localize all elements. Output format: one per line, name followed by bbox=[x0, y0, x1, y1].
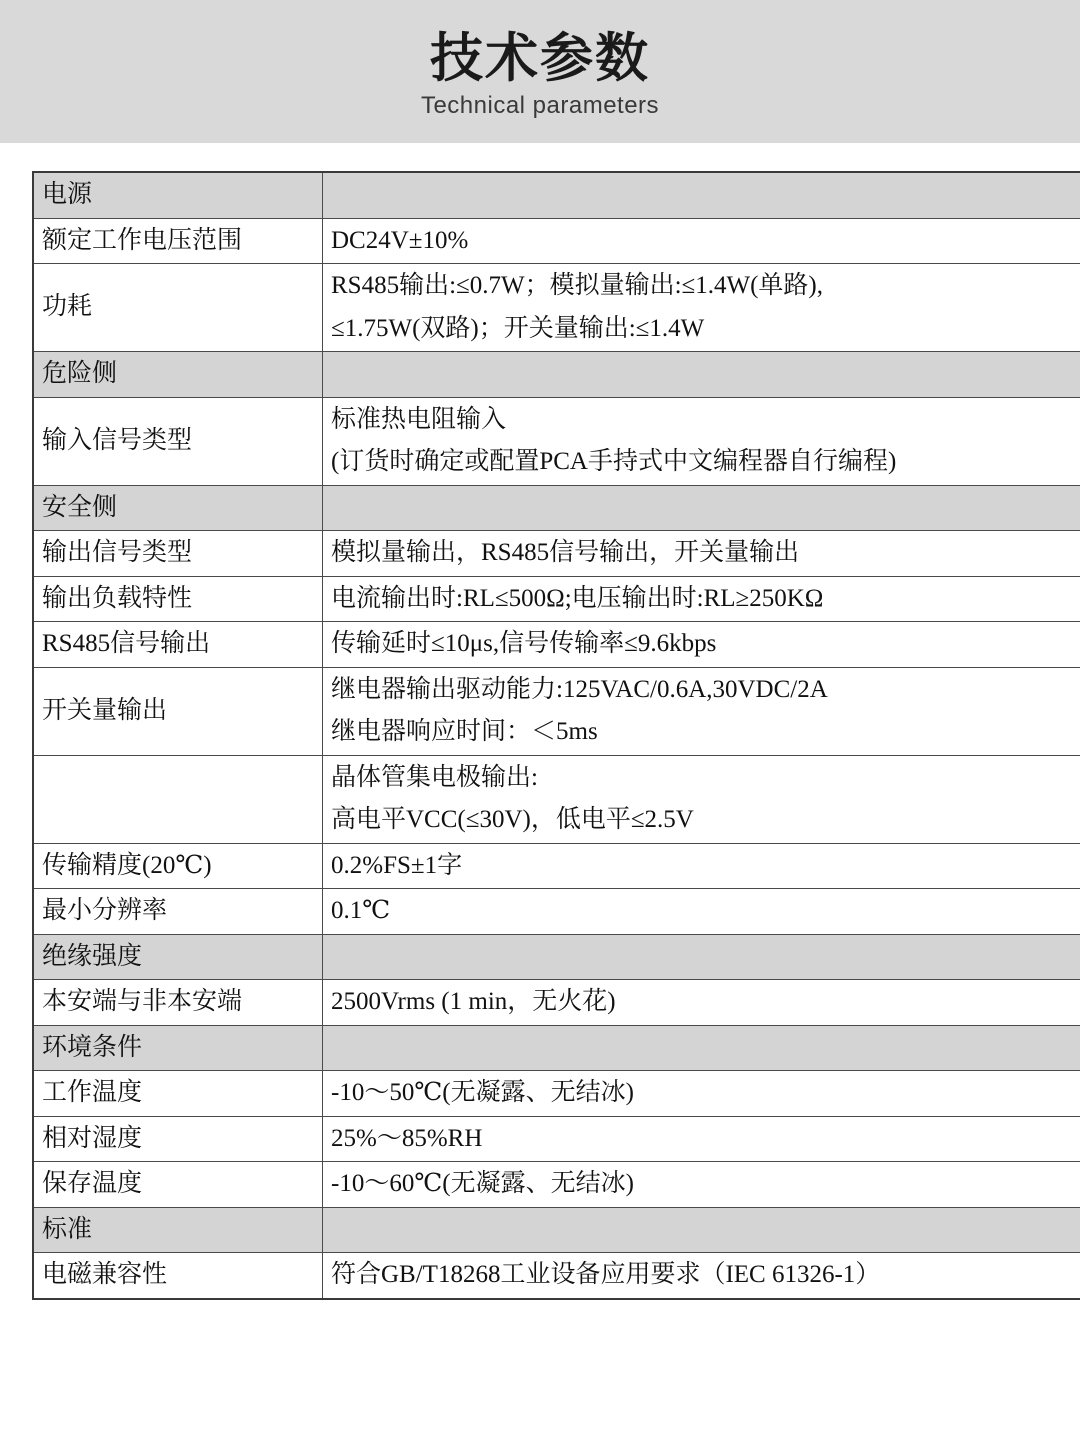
parameter-value-line: -10～60℃(无凝露、无结冰) bbox=[331, 1170, 634, 1197]
parameter-value-line: 模拟量输出，RS485信号输出，开关量输出 bbox=[331, 539, 800, 566]
parameter-value bbox=[323, 1025, 1080, 1071]
parameter-value-line: 传输延时≤10μs,信号传输率≤9.6kbps bbox=[331, 630, 717, 657]
technical-parameters-table bbox=[32, 171, 1080, 1300]
parameter-label: 标准 bbox=[33, 1207, 323, 1253]
table-section-row bbox=[33, 934, 1080, 980]
parameter-value-line: 高电平VCC(≤30V)，低电平≤2.5V bbox=[331, 806, 694, 833]
parameter-label: RS485信号输出 bbox=[33, 622, 323, 668]
parameter-label: 输入信号类型 bbox=[33, 397, 323, 485]
parameter-value bbox=[323, 576, 1080, 622]
specification-section bbox=[0, 143, 1080, 1300]
parameter-value-line: -10～50℃(无凝露、无结冰) bbox=[331, 1079, 634, 1106]
parameter-value-line: 25%～85%RH bbox=[331, 1124, 483, 1152]
table-row bbox=[33, 843, 1080, 889]
parameter-label: 工作温度 bbox=[33, 1071, 323, 1117]
parameter-value bbox=[323, 934, 1080, 980]
parameter-label: 开关量输出 bbox=[33, 667, 323, 755]
parameter-value-line: 0.2%FS±1字 bbox=[331, 851, 463, 879]
parameter-value bbox=[323, 1116, 1080, 1162]
table-section-row bbox=[33, 485, 1080, 531]
parameter-value-line: (订货时确定或配置PCA手持式中文编程器自行编程) bbox=[331, 448, 897, 475]
parameter-label: 最小分辨率 bbox=[33, 889, 323, 935]
table-row bbox=[33, 1253, 1080, 1299]
parameter-label: 危险侧 bbox=[33, 352, 323, 398]
parameter-label: 环境条件 bbox=[33, 1025, 323, 1071]
table-row bbox=[33, 1162, 1080, 1208]
table-row bbox=[33, 980, 1080, 1026]
parameter-value bbox=[323, 755, 1080, 843]
parameter-value bbox=[323, 397, 1080, 485]
table-section-row bbox=[33, 352, 1080, 398]
parameter-label: 安全侧 bbox=[33, 485, 323, 531]
parameter-value bbox=[323, 667, 1080, 755]
parameter-value bbox=[323, 264, 1080, 352]
parameter-value-line: 继电器响应时间：＜5ms bbox=[331, 718, 598, 745]
table-row bbox=[33, 531, 1080, 577]
parameter-value-line: 0.1℃ bbox=[331, 897, 391, 924]
parameter-value-line: 晶体管集电极输出: bbox=[331, 763, 538, 791]
parameter-value-line: 电流输出时:RL≤500Ω;电压输出时:RL≥250KΩ bbox=[331, 584, 824, 612]
page-subtitle: Technical parameters bbox=[420, 91, 660, 119]
parameter-label: 相对湿度 bbox=[33, 1116, 323, 1162]
table-section-row bbox=[33, 172, 1080, 218]
parameter-value bbox=[323, 1207, 1080, 1253]
parameter-value bbox=[323, 1071, 1080, 1117]
parameter-value-line: RS485输出:≤0.7W；模拟量输出:≤1.4W(单路), bbox=[331, 272, 824, 299]
table-section-row bbox=[33, 1207, 1080, 1253]
parameter-value bbox=[323, 1253, 1080, 1299]
table-row bbox=[33, 397, 1080, 485]
page-header bbox=[0, 0, 1080, 143]
parameter-value bbox=[323, 172, 1080, 218]
parameter-value bbox=[323, 1162, 1080, 1208]
table-row bbox=[33, 622, 1080, 668]
parameter-value bbox=[323, 352, 1080, 398]
table-row bbox=[33, 667, 1080, 755]
table-body bbox=[33, 172, 1080, 1299]
parameter-label: 电磁兼容性 bbox=[33, 1253, 323, 1299]
parameter-value-line: 标准热电阻输入 bbox=[331, 405, 507, 433]
parameter-label: 保存温度 bbox=[33, 1162, 323, 1208]
table-row bbox=[33, 1071, 1080, 1117]
parameter-value-line: 符合GB/T18268工业设备应用要求（IEC 61326-1） bbox=[331, 1261, 881, 1288]
parameter-value bbox=[323, 531, 1080, 577]
parameter-value bbox=[323, 622, 1080, 668]
table-section-row bbox=[33, 1025, 1080, 1071]
parameter-label: 额定工作电压范围 bbox=[33, 218, 323, 264]
parameter-label: 绝缘强度 bbox=[33, 934, 323, 980]
parameter-value bbox=[323, 843, 1080, 889]
parameter-label: 本安端与非本安端 bbox=[33, 980, 323, 1026]
table-row bbox=[33, 264, 1080, 352]
parameter-value-line: 2500Vrms (1 min，无火花) bbox=[331, 988, 616, 1015]
parameter-value-line: 继电器输出驱动能力:125VAC/0.6A,30VDC/2A bbox=[331, 675, 828, 703]
parameter-value-line: DC24V±10% bbox=[331, 226, 469, 254]
parameter-label: 输出负载特性 bbox=[33, 576, 323, 622]
page-title: 技术参数 bbox=[430, 29, 650, 89]
table-row bbox=[33, 1116, 1080, 1162]
parameter-label: 功耗 bbox=[33, 264, 323, 352]
table-row bbox=[33, 889, 1080, 935]
parameter-value-line: ≤1.75W(双路)；开关量输出:≤1.4W bbox=[331, 314, 705, 342]
parameter-value bbox=[323, 889, 1080, 935]
parameter-value bbox=[323, 485, 1080, 531]
parameter-label: 输出信号类型 bbox=[33, 531, 323, 577]
table-row bbox=[33, 576, 1080, 622]
parameter-value bbox=[323, 980, 1080, 1026]
parameter-value bbox=[323, 218, 1080, 264]
parameter-label: 电源 bbox=[33, 172, 323, 218]
parameter-label: 传输精度(20℃) bbox=[33, 843, 323, 889]
table-row bbox=[33, 218, 1080, 264]
table-row bbox=[33, 755, 1080, 843]
parameter-label bbox=[33, 755, 323, 843]
